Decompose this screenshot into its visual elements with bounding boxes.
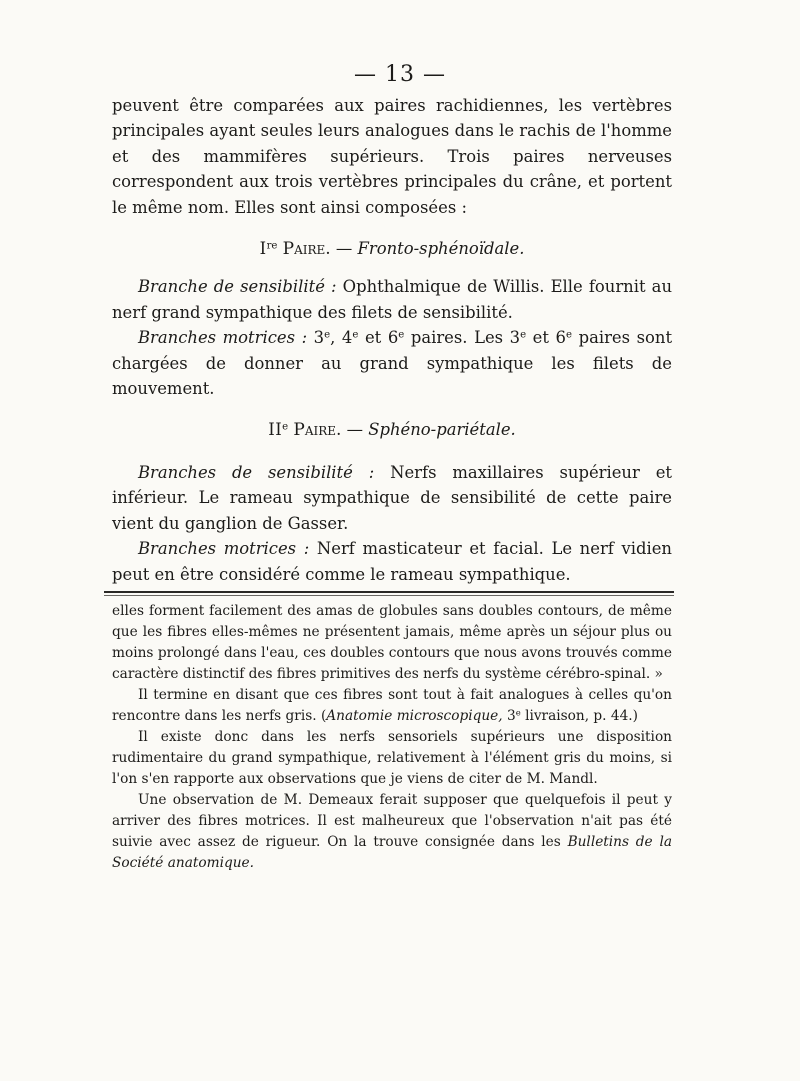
pair-1-sensibility-label: Branche de sensibilité :	[138, 277, 337, 297]
pair-1-number-sup: re	[266, 240, 278, 252]
footnote-citation: Bulletins de la Société anatomique.	[112, 834, 672, 871]
footnote-paragraph-2	[112, 685, 672, 727]
intro-paragraph: peuvent être comparées aux paires rachidiennes, les vertèbres principales ayant seules leurs analogues dans le rachis de l'homme et des mammifères supérieurs. Trois paires nerveuses correspondent aux trois vertèbres principales du crâne, et portent le même nom. Elles sont ainsi composées :	[112, 96, 672, 217]
main-text	[112, 93, 672, 587]
page-number: — 13 —	[354, 62, 446, 87]
pair-1-motor-part: 3	[307, 328, 325, 348]
pair-1-motor-part: et 6	[526, 328, 566, 348]
pair-1-dash: —	[330, 239, 358, 259]
superscript: e	[324, 329, 331, 341]
pair-2-sensibility-label: Branches de sensibilité :	[138, 462, 375, 482]
pair-1-motor-part: paires sont chargées de donner au grand sympathique les filets de mouvement.	[112, 328, 673, 399]
pair-1-sensibility	[112, 274, 672, 325]
footnote-divider-thin	[104, 595, 674, 596]
footnote-text: livraison, p. 44.)	[520, 708, 638, 724]
footnote-citation: Anatomie microscopique,	[326, 708, 503, 724]
superscript: e	[352, 329, 359, 341]
pair-1-motor-part: paires. Les 3	[404, 328, 521, 348]
footnotes	[112, 601, 672, 874]
pair-1-motor-part: , 4	[330, 328, 353, 348]
footnote-text: Une observation de M. Demeaux ferait supposer que quelquefois il peut y arriver des fibres motrices. Il est malheureux que l'observation n'ait pas été suivie avec assez de rigueur. On la trouve consignée dans les	[112, 792, 672, 850]
pair-2-motor-label: Branches motrices :	[138, 539, 310, 559]
pair-2-motor	[112, 536, 672, 587]
pair-1-heading	[112, 236, 672, 262]
footnote-text: Il termine en disant que ces fibres sont tout à fait analogues à celles qu'on rencontre dans les nerfs gris. (	[112, 687, 672, 724]
footnote-paragraph-1: elles forment facilement des amas de globules sans doubles contours, de même que les fibres elles-mêmes ne présentent jamais, même après un séjour plus ou moins prolongé dans l'eau, ces doubles contours que nous avons trouvés comme caractère distinctif des fibres primitives des nerfs du système cérébro-spinal. »	[112, 603, 672, 682]
pair-2-number: II	[268, 420, 283, 440]
superscript: e	[520, 329, 527, 341]
pair-2-dash: —	[341, 420, 369, 440]
footnote-paragraph-4	[112, 790, 672, 874]
superscript: e	[515, 708, 521, 719]
pair-2-label: Paire.	[293, 420, 342, 441]
pair-2-sensibility-text: Nerfs maxillaires supérieur et inférieur. Le rameau sympathique de sensibilité de cette paire vient du ganglion de Gasser.	[112, 462, 672, 533]
pair-2-number-sup: e	[282, 421, 289, 433]
pair-1-number: I	[259, 239, 267, 259]
pair-1-label: Paire.	[282, 239, 331, 260]
pair-1-name: Fronto-sphénoïdale.	[357, 239, 525, 259]
footnote-paragraph-3: Il existe donc dans les nerfs sensoriels supérieurs une disposition rudimentaire du grand sympathique, relativement à l'élément gris du moins, si l'on s'en rapporte aux observations que je viens de citer de M. Mandl.	[112, 729, 672, 787]
pair-2-name: Sphéno-pariétale.	[368, 420, 516, 440]
pair-1-sensibility-text: Ophthalmique de Willis. Elle fournit au nerf grand sympathique des filets de sensibilité.	[112, 277, 672, 322]
superscript: e	[565, 329, 572, 341]
pair-2-sensibility	[112, 460, 672, 536]
pair-1-motor-label: Branches motrices :	[138, 328, 308, 348]
footnote-text: 3	[502, 708, 516, 724]
footnote-divider	[104, 591, 674, 593]
pair-2-motor-text: Nerf masticateur et facial. Le nerf vidien peut en être considéré comme le rameau sympathique.	[112, 539, 672, 584]
pair-2-heading	[112, 417, 672, 443]
pair-1-motor-part: et 6	[358, 328, 399, 348]
superscript: e	[398, 329, 405, 341]
pair-1-motor	[112, 325, 672, 401]
